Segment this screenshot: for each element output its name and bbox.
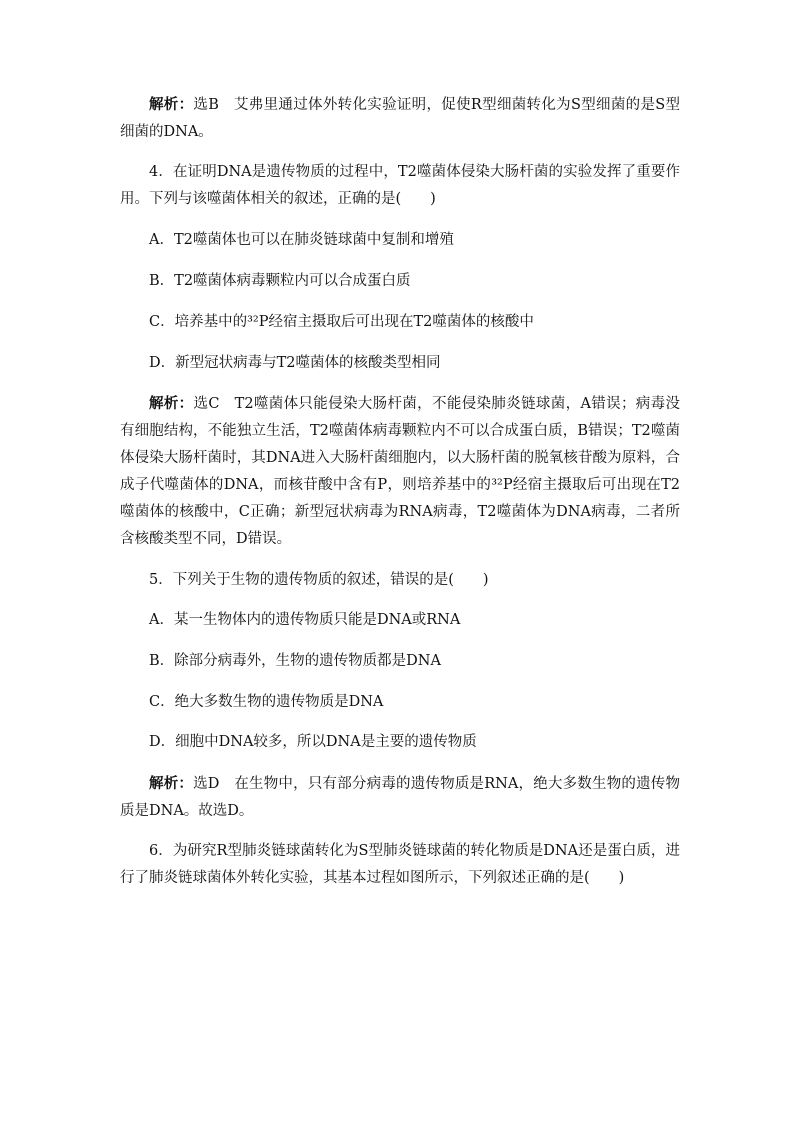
question-5-option-b: B．除部分病毒外，生物的遗传物质都是DNA xyxy=(149,653,441,669)
question-4-option-b: B．T2噬菌体病毒颗粒内可以合成蛋白质 xyxy=(149,273,411,289)
question-5-option-d: D．细胞中DNA较多，所以DNA是主要的遗传物质 xyxy=(149,734,477,750)
question-5-option-c: C．绝大多数生物的遗传物质是DNA xyxy=(149,694,384,710)
analysis-label: 解析： xyxy=(149,96,194,113)
analysis-text: 选B 艾弗里通过体外转化实验证明，促使R型细菌转化为S型细菌的是S型细菌的DNA。 xyxy=(120,97,680,140)
analysis-3 xyxy=(120,91,680,146)
question-6: 6．为研究R型肺炎链球菌转化为S型肺炎链球菌的转化物质是DNA还是蛋白质，进行了肺炎链球菌体外转化实验，其基本过程如图所示，下列叙述正确的是( ) xyxy=(120,843,680,886)
analysis-label: 解析： xyxy=(149,775,194,792)
analysis-label: 解析： xyxy=(149,395,194,412)
analysis-5 xyxy=(120,770,680,825)
question-4-option-a: A．T2噬菌体也可以在肺炎链球菌中复制和增殖 xyxy=(149,232,454,248)
analysis-4 xyxy=(120,390,680,553)
analysis-text: 选C T2噬菌体只能侵染大肠杆菌，不能侵染肺炎链球菌，A错误；病毒没有细胞结构，不能独立生活，T2噬菌体病毒颗粒内不可以合成蛋白质，B错误；T2噬菌体侵染大肠杆菌时，其DNA进入大肠杆菌细胞内，以大肠杆菌的脱氧核苷酸为原料，合成子代噬菌体的DNA，而核苷酸中含有P，则培养基中的³²P经宿主摄取后可出现在T2噬菌体的核酸中，C正确；新型冠状病毒为RNA病毒，T2噬菌体为DNA病毒，二者所含核酸类型不同，D错误。 xyxy=(120,396,680,547)
question-5: 5．下列关于生物的遗传物质的叙述，错误的是( ) xyxy=(149,572,489,588)
question-4: 4．在证明DNA是遗传物质的过程中，T2噬菌体侵染大肠杆菌的实验发挥了重要作用。下列与该噬菌体相关的叙述，正确的是( ) xyxy=(120,164,680,207)
question-5-option-a: A．某一生物体内的遗传物质只能是DNA或RNA xyxy=(149,612,461,628)
question-4-option-c: C．培养基中的³²P经宿主摄取后可出现在T2噬菌体的核酸中 xyxy=(149,314,534,330)
question-4-option-d: D．新型冠状病毒与T2噬菌体的核酸类型相同 xyxy=(149,355,441,371)
analysis-text: 选D 在生物中，只有部分病毒的遗传物质是RNA，绝大多数生物的遗传物质是DNA。故选D。 xyxy=(120,776,681,819)
